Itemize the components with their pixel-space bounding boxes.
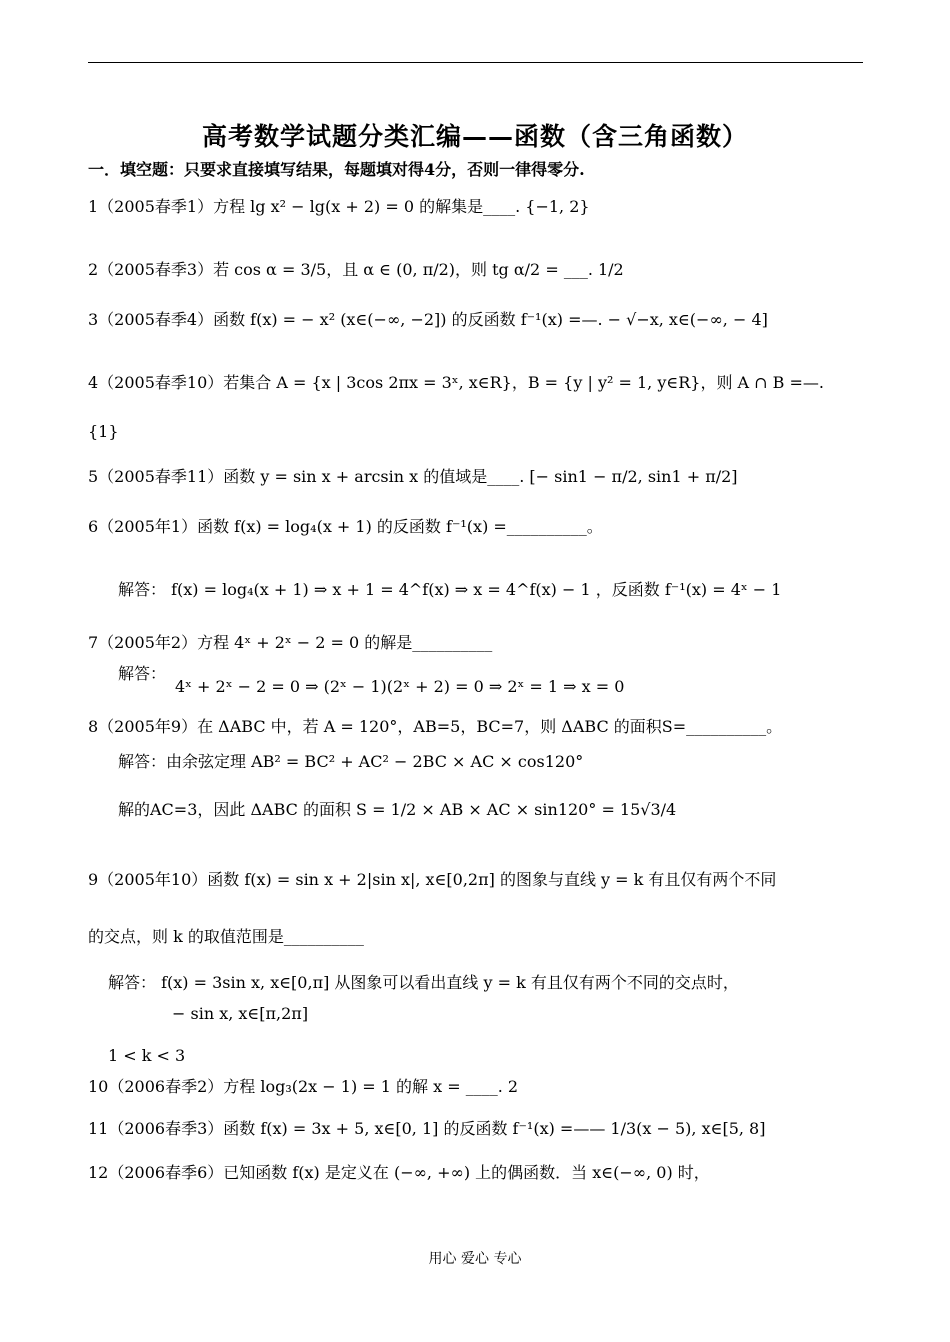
problem-9-answer: 1 < k < 3 — [108, 1046, 186, 1065]
problem-4-answer: {1} — [88, 422, 119, 441]
problem-5: 5（2005春季11）函数 y = sin x + arcsin x 的值域是____. [− sin1 − π/2, sin1 + π/2] — [88, 467, 738, 486]
problem-2: 2（2005春季3）若 cos α = 3/5，且 α ∈ (0, π/2)，则 tg α/2 = ___. 1/2 — [88, 260, 624, 279]
problem-1: 1（2005春季1）方程 lg x² − lg(x + 2) = 0 的解集是____. {−1, 2} — [88, 197, 590, 216]
page-footer: 用心 爱心 专心 — [428, 1251, 522, 1267]
problem-4: 4（2005春季10）若集合 A = {x | 3cos 2πx = 3ˣ, x∈R}，B = {y | y² = 1, y∈R}，则 A ∩ B =—. — [88, 373, 825, 392]
page-title: 高考数学试题分类汇编——函数（含三角函数） — [201, 122, 748, 151]
problem-7-solution: 4ˣ + 2ˣ − 2 = 0 ⇒ (2ˣ − 1)(2ˣ + 2) = 0 ⇒ 2ˣ = 1 ⇒ x = 0 — [175, 677, 625, 696]
problem-12: 12（2006春季6）已知函数 f(x) 是定义在 (−∞, +∞) 上的偶函数．当 x∈(−∞, 0) 时， — [88, 1163, 710, 1182]
problem-6-solution: 解答： f(x) = log₄(x + 1) ⇒ x + 1 = 4^f(x) ⇒ x = 4^f(x) − 1 ，反函数 f⁻¹(x) = 4ˣ − 1 — [118, 580, 782, 599]
problem-6: 6（2005年1）函数 f(x) = log₄(x + 1) 的反函数 f⁻¹(x) =__________。 — [88, 517, 603, 536]
problem-7-solution-label: 解答： — [118, 664, 167, 683]
problem-8-solution: 解答：由余弦定理 AB² = BC² + AC² − 2BC × AC × cos120° — [118, 752, 584, 771]
problem-3: 3（2005春季4）函数 f(x) = − x² (x∈(−∞, −2]) 的反函数 f⁻¹(x) =—. − √−x, x∈(−∞, − 4] — [88, 310, 768, 329]
problem-9-solution: 解答： f(x) = 3sin x, x∈[0,π] 从图象可以看出直线 y = k 有且仅有两个不同的交点时， — [108, 973, 739, 992]
problem-8: 8（2005年9）在 ΔABC 中，若 A = 120°，AB=5，BC=7，则 ΔABC 的面积S=__________。 — [88, 717, 783, 736]
problem-10: 10（2006春季2）方程 log₃(2x − 1) = 1 的解 x = ____. 2 — [88, 1077, 519, 1096]
problem-9-solution-case2: − sin x, x∈[π,2π] — [172, 1004, 309, 1023]
problem-9: 9（2005年10）函数 f(x) = sin x + 2|sin x|, x∈[0,2π] 的图象与直线 y = k 有且仅有两个不同 — [88, 870, 777, 889]
section-heading: 一．填空题：只要求直接填写结果，每题填对得4分，否则一律得零分. — [88, 160, 585, 179]
problem-8-area: 解的AC=3，因此 ΔABC 的面积 S = 1/2 × AB × AC × sin120° = 15√3/4 — [118, 800, 677, 819]
problem-7: 7（2005年2）方程 4ˣ + 2ˣ − 2 = 0 的解是__________ — [88, 633, 493, 652]
problem-11: 11（2006春季3）函数 f(x) = 3x + 5, x∈[0, 1] 的反函数 f⁻¹(x) =—— 1/3(x − 5), x∈[5, 8] — [88, 1119, 766, 1138]
problem-9-cont: 的交点，则 k 的取值范围是__________ — [88, 927, 364, 946]
top-rule — [88, 62, 863, 63]
